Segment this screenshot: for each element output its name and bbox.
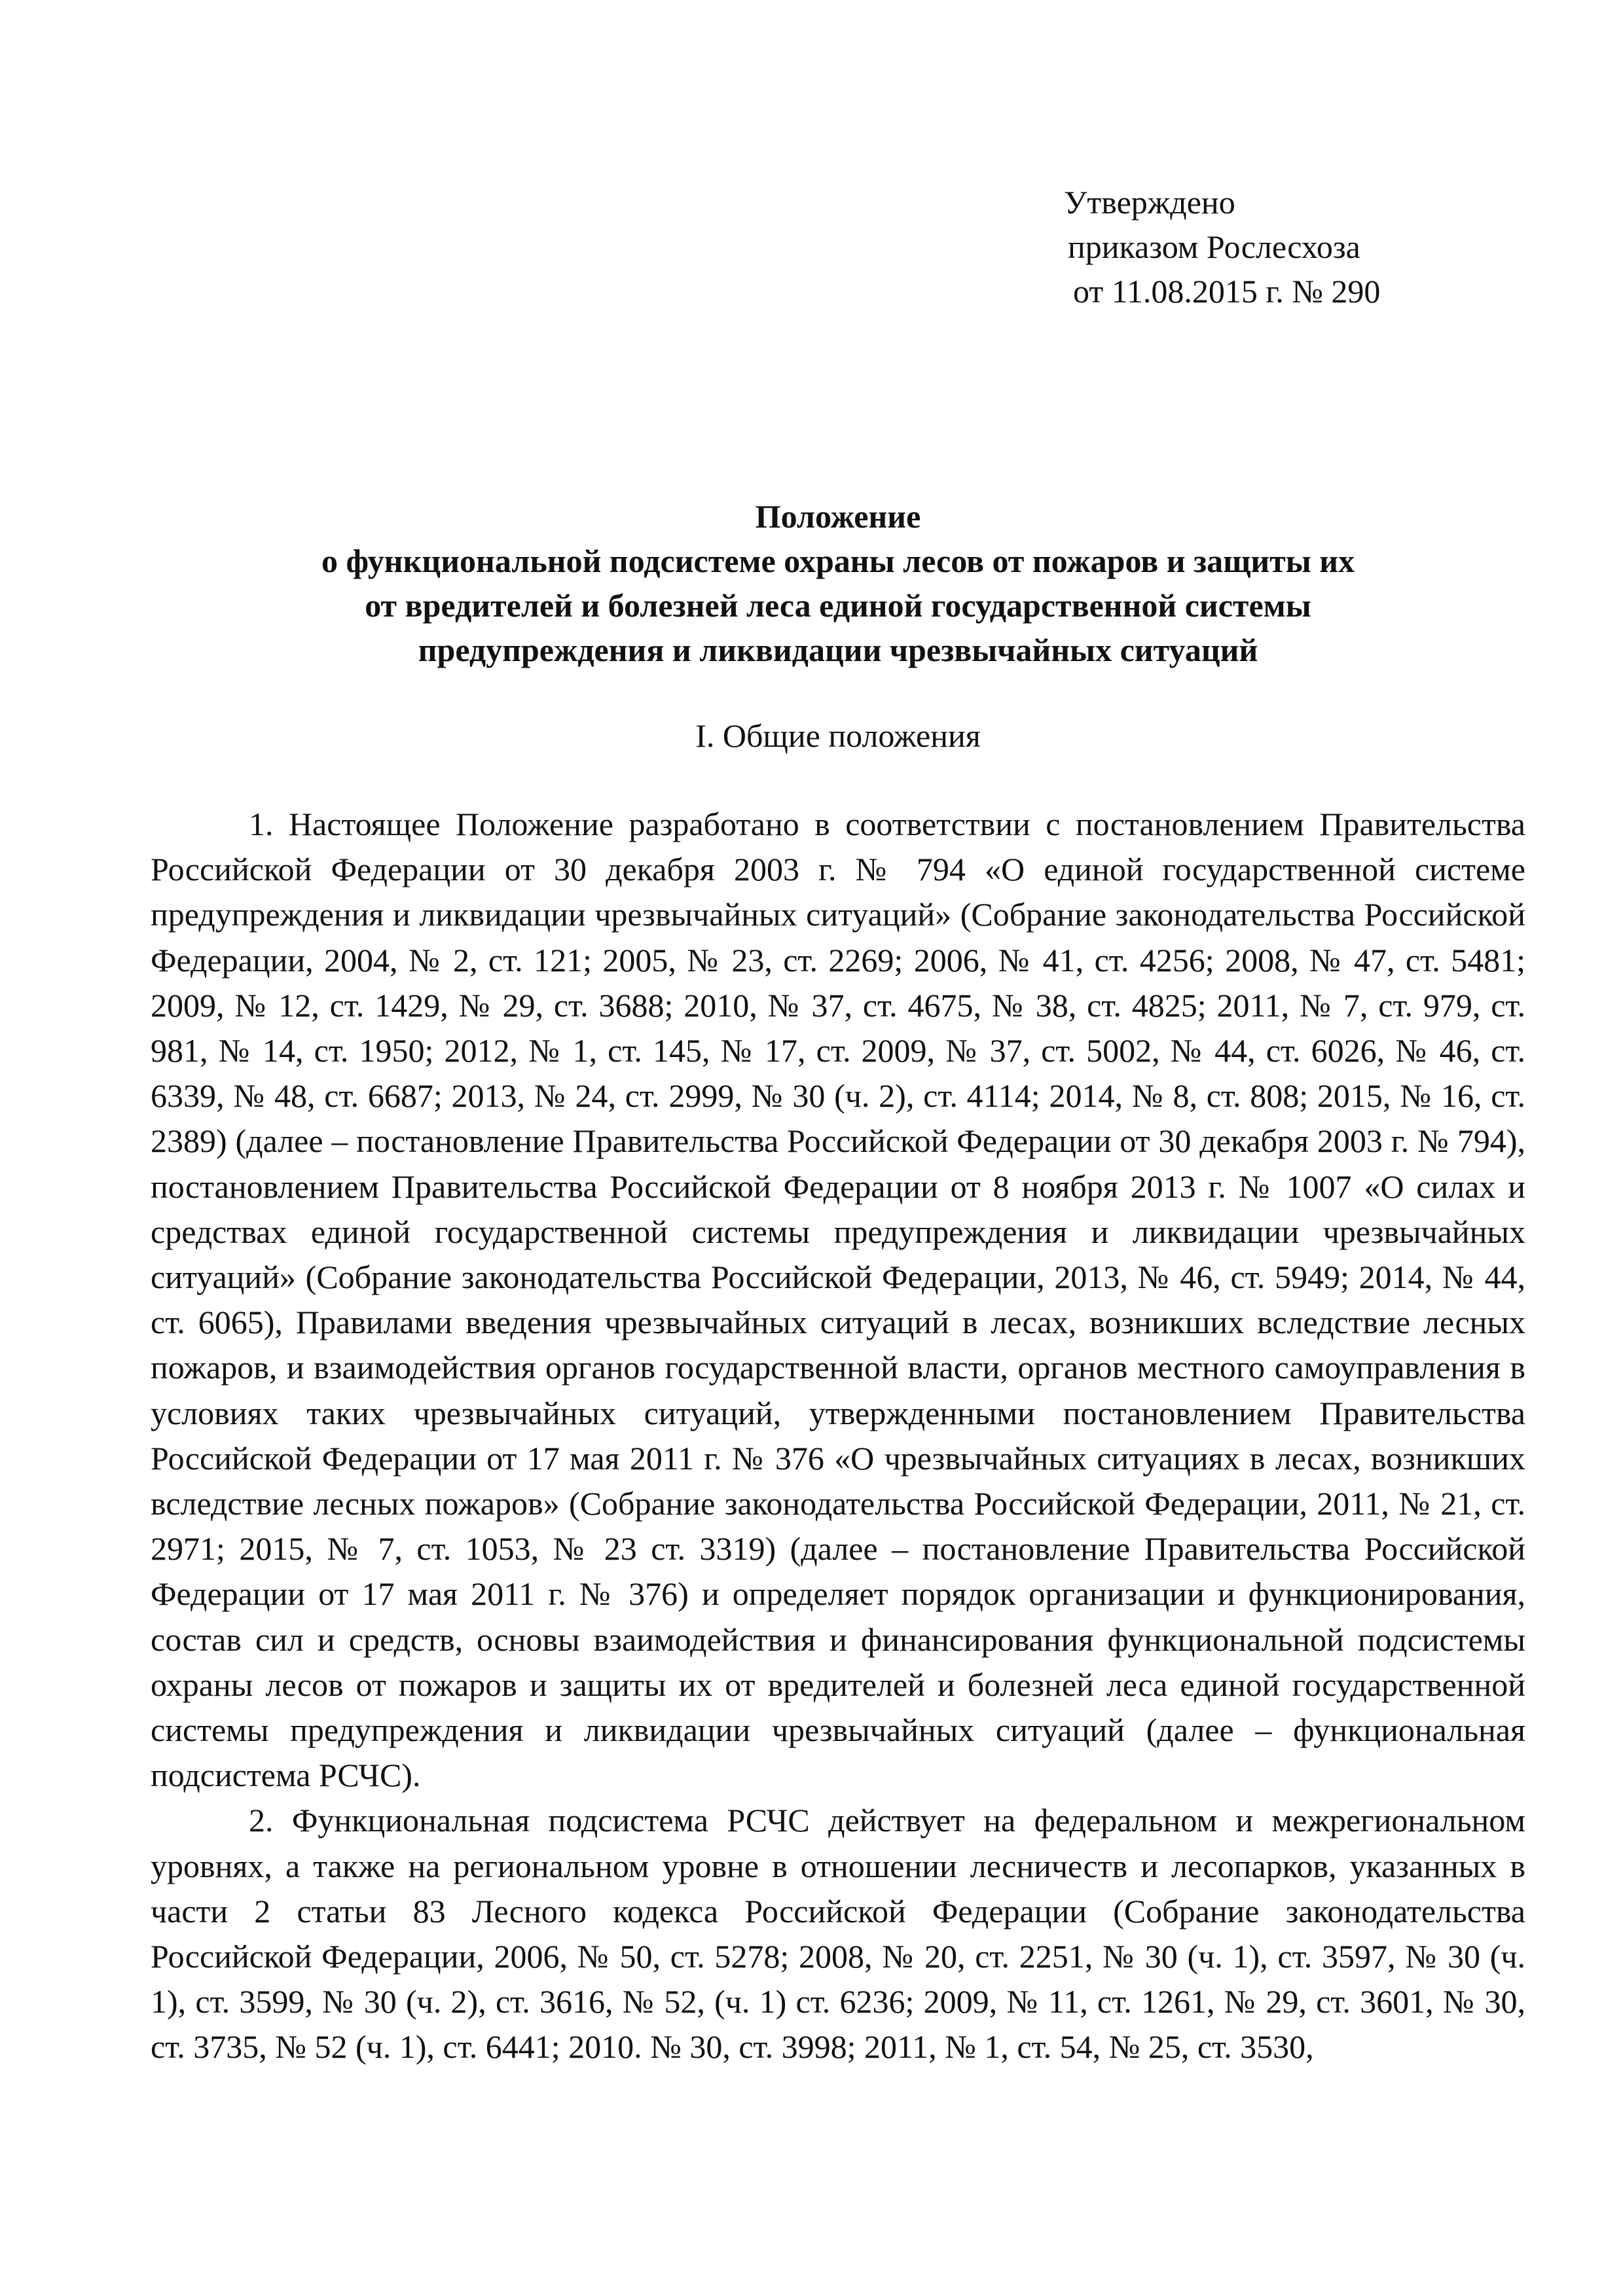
section-heading: I. Общие положения [695,717,981,754]
paragraph-2: 2. Функциональная подсистема РСЧС действует на федеральном и межрегиональном уровнях, а также на региональном уровне в отношении лесничеств и лесопарков, указанных в части 2 статьи 83 Лесного кодекса Российской Федерации (Собрание законодательства Российской Федерации, 2006, № 50, ст. 5278; 2008, № 20, ст. 2251, № 30 (ч. 1), ст. 3597, № 30 (ч. 1), ст. 3599, № 30 (ч. 2), ст. 3616, № 52, (ч. 1) ст. 6236; 2009, № 11, ст. 1261, № 29, ст. 3601, № 30, ст. 3735, № 52 (ч. 1), ст. 6441; 2010. № 30, ст. 3998; 2011, № 1, ст. 54, № 25, ст. 3530, [151,1802,1525,2066]
title-line-1: Положение [755,498,921,535]
document-title [151,494,1525,672]
title-line-3: от вредителей и болезней леса единой государственной системы [365,587,1311,624]
approval-line-approved: Утверждено [1064,184,1235,221]
paragraph-1: 1. Настоящее Положение разработано в соответствии с постановлением Правительства Российской Федерации от 30 декабря 2003 г. № 794 «О единой государственной системе предупреждения и ликвидации чрезвычайных ситуаций» (Собрание законодательства Российской Федерации, 2004, № 2, ст. 121; 2005, № 23, ст. 2269; 2006, № 41, ст. 4256; 2008, № 47, ст. 5481; 2009, № 12, ст. 1429, № 29, ст. 3688; 2010, № 37, ст. 4675, № 38, ст. 4825; 2011, № 7, ст. 979, ст. 981, № 14, ст. 1950; 2012, № 1, ст. 145, № 17, ст. 2009, № 37, ст. 5002, № 44, ст. 6026, № 46, ст. 6339, № 48, ст. 6687; 2013, № 24, ст. 2999, № 30 (ч. 2), ст. 4114; 2014, № 8, ст. 808; 2015, № 16, ст. 2389) (далее – постановление Правительства Российской Федерации от 30 декабря 2003 г. № 794), постановлением Правительства Российской Федерации от 8 ноября 2013 г. № 1007 «О силах и средствах единой государственной системы предупреждения и ликвидации чрезвычайных ситуаций» (Собрание законодательства Российской Федерации, 2013, № 46, ст. 5949; 2014, № 44, ст. 6065), Правилами введения чрезвычайных ситуаций в лесах, возникших вследствие лесных пожаров, и взаимодействия органов государственной власти, органов местного самоуправления в условиях таких чрезвычайных ситуаций, утвержденными постановлением Правительства Российской Федерации от 17 мая 2011 г. № 376 «О чрезвычайных ситуациях в лесах, возникших вследствие лесных пожаров» (Собрание законодательства Российской Федерации, 2011, № 21, ст. 2971; 2015, № 7, ст. 1053, № 23 ст. 3319) (далее – постановление Правительства Российской Федерации от 17 мая 2011 г. № 376) и определяет порядок организации и функционирования, состав сил и средств, основы взаимодействия и финансирования функциональной подсистемы охраны лесов от пожаров и защиты их от вредителей и болезней леса единой государственной системы предупреждения и ликвидации чрезвычайных ситуаций (далее – функциональная подсистема РСЧС). [151,806,1525,1794]
approval-line-date-number: от 11.08.2015 г. № 290 [1073,273,1381,310]
title-line-4: предупреждения и ликвидации чрезвычайных ситуаций [418,632,1258,668]
approval-line-order: приказом Рослесхоза [1068,228,1360,265]
document-body [151,802,1525,2070]
title-line-2: о функциональной подсистеме охраны лесов от пожаров и защиты их [321,543,1355,579]
approval-stamp [1064,180,1380,314]
